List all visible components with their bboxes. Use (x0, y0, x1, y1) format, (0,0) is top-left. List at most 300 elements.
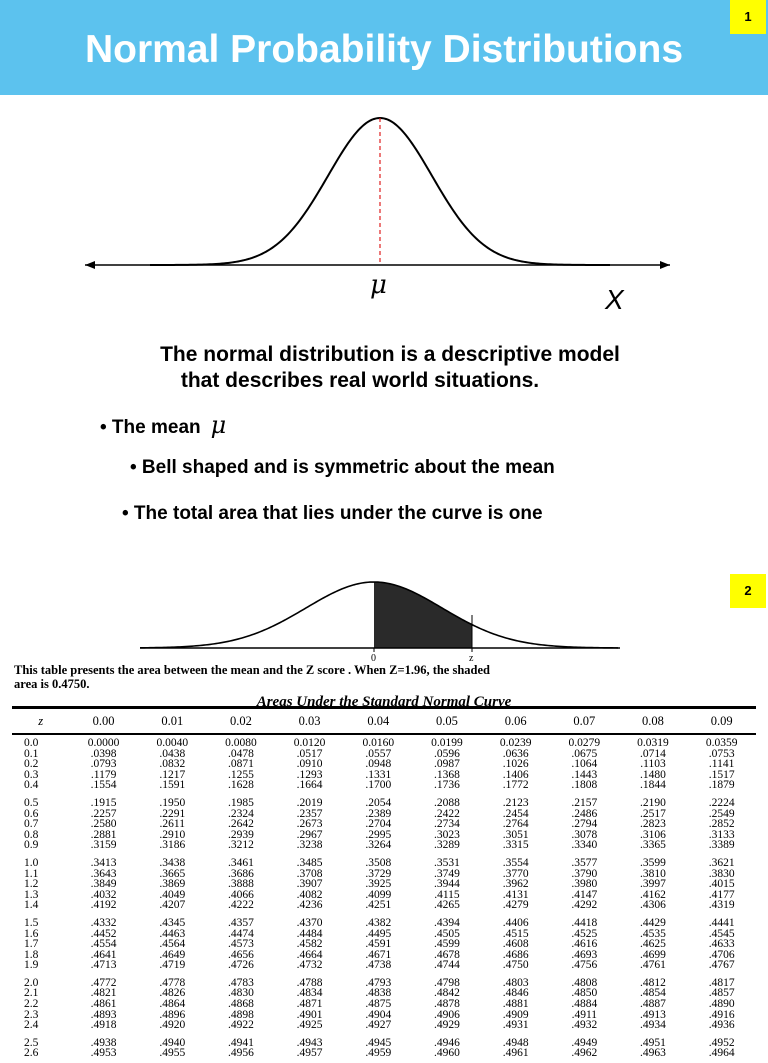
z-value: 0.6 (24, 807, 39, 820)
area-value: .4898 (228, 1008, 254, 1021)
area-values-cell (481, 915, 550, 975)
shaded-area (374, 582, 472, 648)
area-value: .4744 (434, 959, 460, 972)
area-value: .4564 (159, 938, 186, 951)
area-values-cell (275, 1035, 344, 1063)
area-values-cell (344, 915, 413, 975)
area-values-cell (550, 795, 619, 855)
area-value: .3907 (296, 878, 323, 891)
column-header: 0.01 (138, 708, 207, 735)
area-value: .2123 (502, 796, 529, 809)
area-value: .1517 (708, 768, 735, 781)
area-value: .4826 (159, 987, 186, 1000)
area-value: .4505 (434, 927, 460, 940)
area-value: .4964 (708, 1047, 735, 1060)
area-values-cell (619, 975, 688, 1035)
area-value: .4495 (365, 927, 392, 940)
area-value: .4616 (571, 938, 598, 951)
area-value: .1844 (640, 779, 666, 792)
area-value: .0675 (571, 747, 598, 760)
area-value: .4177 (708, 888, 735, 901)
area-value: .4881 (502, 998, 529, 1011)
area-value: .4236 (296, 899, 323, 912)
title-bar (0, 0, 768, 95)
area-value: .3830 (708, 867, 735, 880)
area-value: .3078 (571, 828, 598, 841)
area-value: .1141 (708, 758, 735, 771)
area-value: .4306 (640, 899, 666, 912)
table-row-block (12, 734, 756, 795)
column-header-z: z (12, 708, 69, 735)
area-value: .4957 (296, 1047, 323, 1060)
area-value: .4664 (296, 948, 323, 961)
z-value: 2.4 (24, 1019, 39, 1032)
column-header: 0.03 (275, 708, 344, 735)
axis-label-z: z (469, 653, 474, 662)
area-values-cell (207, 975, 276, 1035)
area-value: .2357 (296, 807, 323, 820)
area-values-cell (619, 855, 688, 915)
area-value: 0.0279 (568, 737, 601, 749)
area-value: .3340 (571, 839, 598, 852)
area-value: .4875 (365, 998, 392, 1011)
area-value: .1103 (640, 758, 666, 771)
z-value: 0.4 (24, 779, 39, 792)
area-value: .4960 (434, 1047, 460, 1060)
area-value: .4452 (90, 927, 117, 940)
area-value: .4817 (708, 976, 735, 989)
z-value: 1.3 (24, 888, 39, 901)
area-value: .4951 (640, 1036, 666, 1049)
z-value: 2.0 (24, 976, 39, 989)
area-value: .3315 (502, 839, 529, 852)
area-value: 0.0080 (225, 737, 257, 749)
area-value: .4913 (640, 1008, 666, 1021)
description-line-1: The normal distribution is a descriptive model (160, 343, 620, 366)
area-value: .3643 (90, 867, 117, 880)
area-value: .3289 (434, 839, 460, 852)
area-value: .3159 (90, 839, 117, 852)
area-value: .1915 (90, 796, 117, 809)
area-value: .2190 (640, 796, 666, 809)
area-value: 0.0000 (87, 737, 120, 749)
area-value: .4772 (90, 976, 117, 989)
area-value: .4032 (90, 888, 117, 901)
area-value: .4938 (90, 1036, 117, 1049)
area-value: .1179 (90, 768, 117, 781)
area-values-cell (69, 975, 138, 1035)
area-value: .4871 (296, 998, 323, 1011)
area-values-cell (550, 734, 619, 795)
area-values-cell (138, 734, 207, 795)
area-value: .1480 (640, 768, 666, 781)
area-value: .4554 (90, 938, 117, 951)
area-values-cell (275, 915, 344, 975)
area-value: .3365 (640, 839, 666, 852)
area-value: .4893 (90, 1008, 117, 1021)
area-value: .4525 (571, 927, 598, 940)
area-value: .4803 (502, 976, 529, 989)
area-value: .3438 (159, 856, 186, 869)
area-value: .2224 (708, 796, 735, 809)
area-values-cell (344, 795, 413, 855)
area-values-cell (207, 1035, 276, 1063)
area-value: .4793 (365, 976, 392, 989)
area-values-cell (207, 795, 276, 855)
area-values-cell (413, 915, 482, 975)
area-value: .3531 (434, 856, 460, 869)
area-value: .4738 (365, 959, 392, 972)
bullet-bell-shaped: • Bell shaped and is symmetric about the mean (130, 457, 555, 478)
area-value: .2019 (296, 796, 323, 809)
area-value: .4147 (571, 888, 598, 901)
area-value: .2054 (365, 796, 392, 809)
area-value: .4956 (228, 1047, 254, 1060)
table-row-block (12, 915, 756, 975)
area-value: .3810 (640, 867, 666, 880)
area-value: .4842 (434, 987, 460, 1000)
area-value: .0636 (502, 747, 529, 760)
area-value: .4922 (228, 1019, 254, 1032)
area-values-cell (275, 734, 344, 795)
z-table-body (12, 734, 756, 1063)
area-value: .3023 (434, 828, 460, 841)
area-values-cell (275, 975, 344, 1035)
shaded-curve-diagram (140, 570, 620, 662)
area-values-cell (619, 915, 688, 975)
area-value: .4732 (296, 959, 323, 972)
area-value: .2324 (228, 807, 254, 820)
area-value: .4719 (159, 959, 186, 972)
area-value: .1554 (90, 779, 117, 792)
area-value: .4591 (365, 938, 392, 951)
area-value: .1879 (708, 779, 735, 792)
area-value: .3621 (708, 856, 735, 869)
area-value: 0.0160 (362, 737, 395, 749)
area-value: .4936 (708, 1019, 735, 1032)
area-value: .2257 (90, 807, 117, 820)
area-value: .4066 (228, 888, 254, 901)
z-value: 1.2 (24, 878, 39, 891)
area-value: .4911 (571, 1008, 598, 1021)
area-values-cell (69, 795, 138, 855)
z-value: 2.6 (24, 1047, 39, 1060)
area-value: .1628 (228, 779, 254, 792)
area-value: .4949 (571, 1036, 598, 1049)
area-value: .4850 (571, 987, 598, 1000)
normal-curve-diagram (80, 100, 680, 280)
column-header: 0.02 (207, 708, 276, 735)
bullet-mean-text: • The mean (100, 417, 201, 438)
area-value: .4319 (708, 899, 735, 912)
area-value: .4896 (159, 1008, 186, 1021)
area-value: .4846 (502, 987, 529, 1000)
area-value: .4808 (571, 976, 598, 989)
area-value: .0438 (159, 747, 186, 760)
table-row-block (12, 795, 756, 855)
area-value: .4932 (571, 1019, 598, 1032)
area-value: .4162 (640, 888, 666, 901)
area-value: .4838 (365, 987, 392, 1000)
area-value: .1026 (502, 758, 529, 771)
area-values-cell (69, 734, 138, 795)
area-value: .4962 (571, 1047, 598, 1060)
z-value: 2.3 (24, 1008, 39, 1021)
area-value: .2673 (296, 818, 323, 831)
area-value: .4115 (434, 888, 460, 901)
area-value: .4693 (571, 948, 598, 961)
area-value: .4131 (502, 888, 529, 901)
area-value: .3944 (434, 878, 460, 891)
area-value: .3869 (159, 878, 186, 891)
area-value: .3729 (365, 867, 392, 880)
area-value: 0.0120 (293, 737, 326, 749)
table-row-block (12, 975, 756, 1035)
column-header: 0.05 (413, 708, 482, 735)
area-values-cell (481, 1035, 550, 1063)
area-value: .4671 (365, 948, 392, 961)
area-value: .2580 (90, 818, 117, 831)
area-value: .4686 (502, 948, 529, 961)
area-value: .4821 (90, 987, 117, 1000)
area-value: .1664 (296, 779, 323, 792)
area-value: .4279 (502, 899, 529, 912)
x-axis-right-arrow (660, 261, 670, 269)
table-row-block (12, 855, 756, 915)
area-value: .2852 (708, 818, 735, 831)
area-value: .3749 (434, 867, 460, 880)
area-value: .0987 (434, 758, 460, 771)
area-value: .0714 (640, 747, 666, 760)
area-value: .3925 (365, 878, 392, 891)
area-value: .3389 (708, 839, 735, 852)
area-value: .4429 (640, 916, 666, 929)
area-value: .4357 (228, 916, 254, 929)
area-value: .4830 (228, 987, 254, 1000)
area-value: .0832 (159, 758, 186, 771)
area-value: .2486 (571, 807, 598, 820)
caption-line-2: area is 0.4750. (14, 677, 90, 691)
z-value: 0.7 (24, 818, 39, 831)
area-value: .3962 (502, 878, 529, 891)
area-value: .1591 (159, 779, 186, 792)
area-value: .4906 (434, 1008, 460, 1021)
z-value: 0.0 (24, 737, 39, 749)
area-values-cell (69, 855, 138, 915)
column-header: 0.07 (550, 708, 619, 735)
area-value: .2088 (434, 796, 460, 809)
area-values-cell (344, 975, 413, 1035)
table-caption (14, 663, 754, 691)
area-value: .4207 (159, 899, 186, 912)
area-value: .4901 (296, 1008, 323, 1021)
area-value: .2967 (296, 828, 323, 841)
area-value: .4633 (708, 938, 735, 951)
area-value: .3708 (296, 867, 323, 880)
area-value: .2642 (228, 818, 254, 831)
z-values-cell (12, 734, 69, 795)
area-values-cell (138, 1035, 207, 1063)
area-value: .2611 (159, 818, 185, 831)
area-value: .4854 (640, 987, 666, 1000)
area-value: .4961 (502, 1047, 529, 1060)
z-values-cell (12, 915, 69, 975)
area-value: .4920 (159, 1019, 186, 1032)
area-value: .4192 (90, 899, 117, 912)
area-values-cell (138, 975, 207, 1035)
area-values-cell (413, 1035, 482, 1063)
area-value: .0871 (228, 758, 254, 771)
area-value: .4946 (434, 1036, 460, 1049)
area-values-cell (481, 734, 550, 795)
area-value: .2995 (365, 828, 392, 841)
z-value: 2.2 (24, 998, 39, 1011)
area-value: .0753 (708, 747, 735, 760)
area-value: .4441 (708, 916, 735, 929)
area-value: .3599 (640, 856, 666, 869)
z-table (12, 706, 756, 1063)
area-value: .2454 (502, 807, 529, 820)
area-value: .4573 (228, 938, 254, 951)
area-values-cell (550, 855, 619, 915)
area-values-cell (687, 855, 756, 915)
mu-label: μ (370, 270, 387, 300)
area-value: .2704 (365, 818, 392, 831)
area-value: 0.0239 (499, 737, 532, 749)
area-value: .0948 (365, 758, 392, 771)
area-value: .2389 (365, 807, 392, 820)
area-value: .2910 (159, 828, 186, 841)
z-value: 0.5 (24, 796, 39, 809)
area-value: .0557 (365, 747, 392, 760)
area-value: .1736 (434, 779, 460, 792)
caption-line-1: This table presents the area between the mean and the Z score . When Z=1.96, the shaded (14, 663, 491, 677)
area-value: .4382 (365, 916, 392, 929)
area-value: .3508 (365, 856, 392, 869)
z-values-cell (12, 1035, 69, 1063)
area-value: .3888 (228, 878, 254, 891)
area-value: .3212 (228, 839, 254, 852)
area-value: .4265 (434, 899, 460, 912)
area-values-cell (344, 855, 413, 915)
area-value: .4015 (708, 878, 735, 891)
area-values-cell (619, 795, 688, 855)
z-value: 0.2 (24, 758, 39, 771)
area-value: .4778 (159, 976, 186, 989)
area-value: .4929 (434, 1019, 460, 1032)
area-value: .0517 (296, 747, 323, 760)
area-value: .3770 (502, 867, 529, 880)
axis-label-zero: 0 (371, 653, 376, 662)
area-value: .2422 (434, 807, 460, 820)
area-value: .2157 (571, 796, 598, 809)
area-value: .4625 (640, 938, 666, 951)
slide-title: Normal Probability Distributions (84, 28, 684, 71)
area-value: .4761 (640, 959, 666, 972)
area-value: .4608 (502, 938, 529, 951)
area-value: .4953 (90, 1047, 117, 1060)
area-value: .4955 (159, 1047, 186, 1060)
bullet-total-area: • The total area that lies under the curve is one (122, 503, 543, 524)
z-value: 2.1 (24, 987, 39, 1000)
area-value: .4948 (502, 1036, 529, 1049)
area-value: .4345 (159, 916, 186, 929)
area-values-cell (275, 795, 344, 855)
z-table-header (12, 708, 756, 735)
area-value: .3980 (571, 878, 598, 891)
area-values-cell (207, 734, 276, 795)
area-value: .4394 (434, 916, 460, 929)
area-value: .4834 (296, 987, 323, 1000)
area-value: .3106 (640, 828, 666, 841)
area-value: .0398 (90, 747, 117, 760)
area-values-cell (413, 734, 482, 795)
slide-number-1: 1 (730, 0, 766, 34)
area-values-cell (69, 1035, 138, 1063)
area-value: .4783 (228, 976, 254, 989)
column-header: 0.08 (619, 708, 688, 735)
area-value: .4082 (296, 888, 323, 901)
z-value: 2.5 (24, 1036, 39, 1049)
area-value: .1808 (571, 779, 598, 792)
area-value: .4884 (571, 998, 598, 1011)
area-value: .4713 (90, 959, 117, 972)
z-value: 0.8 (24, 828, 39, 841)
column-header: 0.04 (344, 708, 413, 735)
area-value: .0596 (434, 747, 460, 760)
area-value: .3485 (296, 856, 323, 869)
area-value: .4909 (502, 1008, 529, 1021)
area-value: .4934 (640, 1019, 666, 1032)
z-value: 1.9 (24, 959, 39, 972)
area-value: .4049 (159, 888, 186, 901)
area-value: .4925 (296, 1019, 323, 1032)
area-value: .4857 (708, 987, 735, 1000)
area-value: .3665 (159, 867, 186, 880)
area-value: .4756 (571, 959, 598, 972)
area-value: .4945 (365, 1036, 392, 1049)
area-value: .2939 (228, 828, 254, 841)
area-value: .2794 (571, 818, 598, 831)
area-value: .4649 (159, 948, 186, 961)
area-value: .4963 (640, 1047, 666, 1060)
area-value: .2291 (159, 807, 186, 820)
column-header: 0.00 (69, 708, 138, 735)
area-values-cell (413, 975, 482, 1035)
z-value: 0.1 (24, 747, 39, 760)
area-value: 0.0359 (705, 737, 738, 749)
bullet-mu-symbol: μ (210, 411, 227, 439)
x-axis-label: X (605, 284, 624, 315)
area-values-cell (344, 1035, 413, 1063)
area-value: .4474 (228, 927, 254, 940)
area-values-cell (275, 855, 344, 915)
area-value: .1293 (296, 768, 323, 781)
area-value: 0.0199 (431, 737, 463, 749)
area-value: .2734 (434, 818, 460, 831)
x-axis-left-arrow (85, 261, 95, 269)
area-value: .4940 (159, 1036, 186, 1049)
area-value: .3686 (228, 867, 254, 880)
z-value: 0.9 (24, 839, 39, 852)
area-value: .1700 (365, 779, 392, 792)
area-value: .4463 (159, 927, 186, 940)
area-values-cell (687, 795, 756, 855)
z-values-cell (12, 855, 69, 915)
area-value: .4599 (434, 938, 460, 951)
z-value: 1.6 (24, 927, 39, 940)
area-value: .4952 (708, 1036, 735, 1049)
